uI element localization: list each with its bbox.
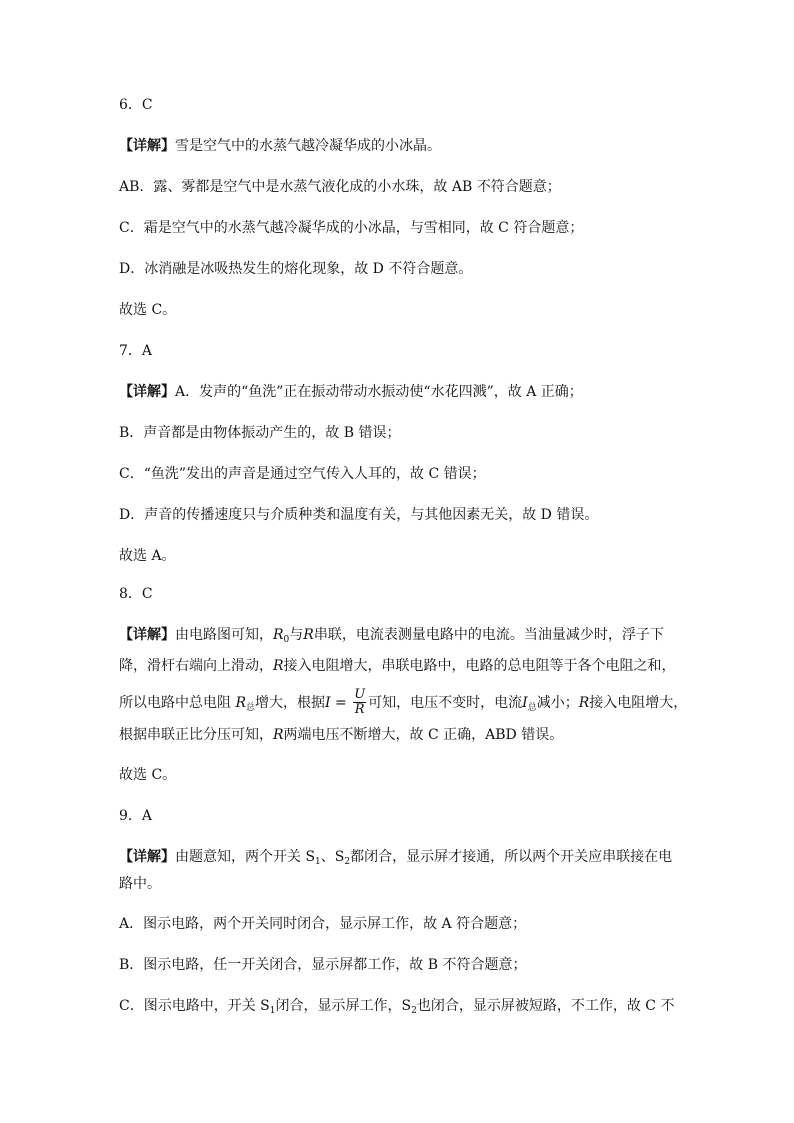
explanation-tag: 【详解】 bbox=[119, 627, 175, 643]
equals-sign: = bbox=[330, 695, 352, 711]
q8-text: 接入电阻增大， bbox=[589, 695, 688, 711]
total-subscript: 总 bbox=[527, 703, 537, 713]
q8-text: 所以电路中总电阻 bbox=[119, 695, 236, 711]
q8-conclusion: 故选 C。 bbox=[119, 767, 177, 783]
q9-text: 也闭合，显示屏被短路，不工作，故 C 不 bbox=[416, 998, 675, 1014]
q9-text: 都闭合，显示屏才接通，所以两个开关应串联接在电 bbox=[350, 849, 673, 865]
q8-line-1 bbox=[119, 625, 679, 650]
q8-text: 接入电阻增大，串联电路中，电路的总电阻等于各个电阻之和， bbox=[283, 658, 676, 674]
q7-option-a-text: A．发声的“鱼洗”正在振动带动水振动使“水花四溅”，故 A 正确； bbox=[175, 384, 583, 400]
r-total-symbol bbox=[235, 695, 255, 711]
r-symbol: R bbox=[303, 627, 314, 643]
q8-text: 与 bbox=[289, 627, 304, 643]
q7-option-d: D．声音的传播速度只与介质种类和温度有关，与其他因素无关，故 D 错误。 bbox=[119, 507, 599, 523]
q7-answer: 7．A bbox=[119, 343, 153, 359]
explanation-tag: 【详解】 bbox=[119, 138, 175, 154]
explanation-tag: 【详解】 bbox=[119, 384, 175, 400]
q6-answer: 6．C bbox=[119, 97, 153, 113]
ohms-law-fraction bbox=[353, 688, 366, 717]
s1-subscript: 1 bbox=[315, 857, 321, 867]
q6-option-d: D．冰消融是冰吸热发生的熔化现象，故 D 不符合题意。 bbox=[119, 261, 473, 277]
q9-text: 、S bbox=[320, 849, 345, 865]
q9-text: 闭合，显示屏工作，S bbox=[275, 998, 412, 1014]
q9-text: C．图示电路中，开关 S bbox=[119, 998, 270, 1014]
s1-subscript: 1 bbox=[269, 1006, 276, 1016]
q8-line-4 bbox=[119, 725, 679, 745]
s2-subscript: 2 bbox=[411, 1006, 417, 1016]
r-symbol: R bbox=[273, 727, 284, 743]
i-letter: I bbox=[522, 695, 528, 711]
q8-text: 两端电压不断增大，故 C 正确，ABD 错误。 bbox=[283, 727, 564, 743]
q8-text: 串联，电流表测量电路中的电流。当油量减少时，浮子下 bbox=[313, 627, 664, 643]
q6-explanation-intro bbox=[119, 136, 679, 156]
r-symbol: R bbox=[273, 658, 284, 674]
q6-conclusion: 故选 C。 bbox=[119, 302, 177, 318]
q8-answer: 8．C bbox=[119, 586, 153, 602]
q9-intro-line-1 bbox=[119, 847, 679, 872]
q8-text: 可知，电压不变时，电流 bbox=[368, 695, 523, 711]
q6-option-ab: AB．露、雾都是空气中是水蒸气液化成的小水珠，故 AB 不符合题意； bbox=[119, 179, 561, 195]
q8-line-2 bbox=[119, 656, 679, 676]
q8-text: 减小； bbox=[536, 695, 579, 711]
q9-answer: 9．A bbox=[119, 808, 153, 824]
q9-intro-line-2: 路中。 bbox=[119, 876, 161, 892]
explanation-tag: 【详解】 bbox=[119, 849, 175, 865]
r0-subscript: 0 bbox=[283, 635, 290, 645]
q8-line-3 bbox=[119, 686, 688, 720]
q6-option-c: C．霜是空气中的水蒸气越冷凝华成的小冰晶，与雪相同，故 C 符合题意； bbox=[119, 220, 584, 236]
q7-option-b: B．声音都是由物体振动产生的，故 B 错误； bbox=[119, 425, 401, 441]
i-total-symbol bbox=[522, 695, 537, 711]
r-symbol: R bbox=[578, 695, 590, 711]
q9-text: 由题意知，两个开关 S bbox=[175, 849, 316, 865]
fraction-numerator: U bbox=[354, 686, 366, 702]
s2-subscript: 2 bbox=[344, 857, 351, 867]
q9-option-c bbox=[119, 996, 679, 1021]
r0-symbol bbox=[273, 627, 289, 643]
q7-option-c: C．“鱼洗”发出的声音是通过空气传入人耳的，故 C 错误； bbox=[119, 466, 486, 482]
fraction-denominator: R bbox=[354, 701, 365, 717]
i-symbol: I bbox=[325, 695, 331, 711]
total-subscript: 总 bbox=[246, 703, 256, 713]
q7-conclusion: 故选 A。 bbox=[119, 548, 176, 564]
r-letter: R bbox=[235, 695, 246, 711]
q9-option-a: A．图示电路，两个开关同时闭合，显示屏工作，故 A 符合题意； bbox=[119, 916, 527, 932]
r-letter: R bbox=[273, 627, 284, 643]
q8-text: 降，滑杆右端向上滑动， bbox=[119, 658, 273, 674]
q7-option-a bbox=[119, 382, 679, 402]
q8-text: 根据串联正比分压可知， bbox=[119, 727, 273, 743]
q8-text: 由电路图可知， bbox=[175, 627, 273, 643]
q9-option-b: B．图示电路，任一开关闭合，显示屏都工作，故 B 不符合题意； bbox=[119, 957, 527, 973]
q6-intro-text: 雪是空气中的水蒸气越冷凝华成的小冰晶。 bbox=[175, 138, 441, 154]
q8-text: 增大，根据 bbox=[255, 695, 326, 711]
